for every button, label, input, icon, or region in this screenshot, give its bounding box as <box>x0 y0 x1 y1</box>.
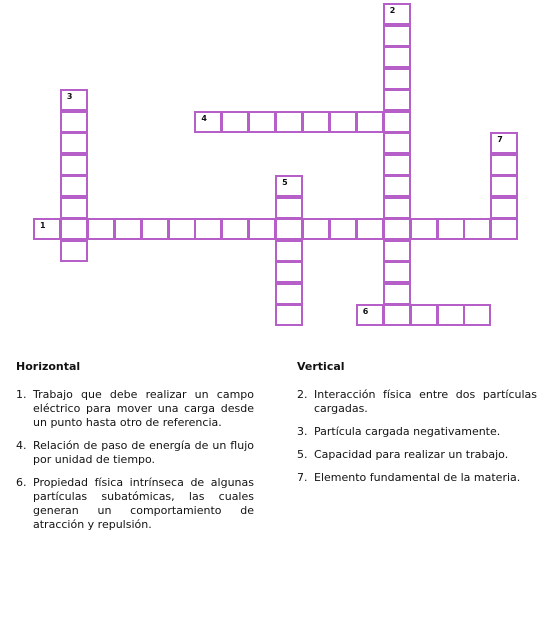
crossword-cell[interactable] <box>141 218 169 240</box>
crossword-cell[interactable] <box>383 89 411 111</box>
clue-text: Elemento fundamental de la materia. <box>314 471 521 484</box>
crossword-cell[interactable] <box>490 154 518 176</box>
crossword-cell[interactable] <box>248 218 276 240</box>
crossword-cell[interactable] <box>437 304 465 326</box>
crossword-cell[interactable] <box>356 218 384 240</box>
crossword-cell[interactable] <box>275 283 303 305</box>
clue-number: 2. <box>297 388 308 401</box>
crossword-cell[interactable] <box>383 111 411 133</box>
crossword-cell[interactable] <box>490 175 518 197</box>
crossword-cell[interactable] <box>383 25 411 47</box>
crossword-cell[interactable] <box>329 218 357 240</box>
crossword-cell[interactable] <box>60 154 88 176</box>
crossword-cell[interactable] <box>60 132 88 154</box>
crossword-cell[interactable] <box>410 218 438 240</box>
crossword-cell[interactable] <box>463 218 491 240</box>
clue-text: Partícula cargada negativamente. <box>314 425 501 438</box>
horizontal-title: Horizontal <box>16 360 81 373</box>
clue-h-4 <box>16 439 254 467</box>
clue-v-7 <box>297 471 537 485</box>
clue-number-label: 6 <box>362 307 369 316</box>
crossword-cell[interactable] <box>194 111 222 133</box>
crossword-cell[interactable] <box>383 68 411 90</box>
horizontal-clues <box>16 360 254 541</box>
crossword-cell[interactable] <box>490 197 518 219</box>
clue-number-label: 4 <box>201 113 207 123</box>
clue-number-label: 7 <box>497 135 503 144</box>
crossword-cell[interactable] <box>437 218 465 240</box>
crossword-cell[interactable] <box>275 175 303 197</box>
clue-v-2 <box>297 388 537 416</box>
clue-text: Propiedad física intrínseca de algunas partículas subatómicas, las cuales generan un comportamiento de atracción y repulsión. <box>33 476 254 531</box>
vertical-title: Vertical <box>297 360 345 373</box>
clue-number: 4. <box>16 439 27 452</box>
clue-h-1 <box>16 388 254 430</box>
clue-number: 1. <box>16 388 27 401</box>
crossword-cell[interactable] <box>383 304 411 326</box>
crossword-cell[interactable] <box>356 304 384 326</box>
crossword-cell[interactable] <box>490 218 518 240</box>
clue-number: 3. <box>297 425 308 438</box>
crossword-cell[interactable] <box>383 261 411 283</box>
crossword-cell[interactable] <box>383 175 411 197</box>
crossword-cell[interactable] <box>60 197 88 219</box>
clue-number: 5. <box>297 448 308 461</box>
crossword-cell[interactable] <box>275 261 303 283</box>
crossword-cell[interactable] <box>383 197 411 219</box>
clue-number: 6. <box>16 476 27 489</box>
clue-number-label: 2 <box>389 6 396 15</box>
crossword-cell[interactable] <box>383 132 411 154</box>
crossword-cell[interactable] <box>33 218 61 240</box>
crossword-cell[interactable] <box>114 218 142 240</box>
crossword-cell[interactable] <box>410 304 438 326</box>
crossword-cell[interactable] <box>302 218 330 240</box>
crossword-cell[interactable] <box>275 304 303 326</box>
crossword-cell[interactable] <box>329 111 357 133</box>
crossword-cell[interactable] <box>383 240 411 262</box>
vertical-clues <box>297 360 537 494</box>
crossword-cell[interactable] <box>221 218 249 240</box>
clue-text: Relación de paso de energía de un flujo por unidad de tiempo. <box>33 439 254 466</box>
crossword-cell[interactable] <box>275 218 303 240</box>
crossword-cell[interactable] <box>168 218 196 240</box>
crossword-cell[interactable] <box>302 111 330 133</box>
crossword-cell[interactable] <box>194 218 222 240</box>
clue-v-3 <box>297 425 537 439</box>
clue-number: 7. <box>297 471 308 484</box>
clue-text: Interacción física entre dos partículas cargadas. <box>314 388 537 415</box>
crossword-cell[interactable] <box>248 111 276 133</box>
crossword-cell[interactable] <box>87 218 115 240</box>
crossword-cell[interactable] <box>383 154 411 176</box>
crossword-cell[interactable] <box>383 3 411 25</box>
clue-number-label: 3 <box>66 92 73 101</box>
crossword-cell[interactable] <box>463 304 491 326</box>
crossword-cell[interactable] <box>275 240 303 262</box>
clue-text: Capacidad para realizar un trabajo. <box>314 448 509 461</box>
crossword-cell[interactable] <box>60 240 88 262</box>
clue-number-label: 1 <box>40 221 46 230</box>
clue-number-label: 5 <box>282 178 288 187</box>
crossword-cell[interactable] <box>275 111 303 133</box>
clue-h-6 <box>16 476 254 532</box>
crossword-cell[interactable] <box>60 175 88 197</box>
crossword-cell[interactable] <box>356 111 384 133</box>
crossword-cell[interactable] <box>60 89 88 111</box>
crossword-cell[interactable] <box>383 46 411 68</box>
crossword-cell[interactable] <box>275 197 303 219</box>
crossword-cell[interactable] <box>383 283 411 305</box>
clue-v-5 <box>297 448 537 462</box>
crossword-cell[interactable] <box>383 218 411 240</box>
clue-text: Trabajo que debe realizar un campo eléctrico para mover una carga desde un punto hasta otro de referencia. <box>33 388 254 429</box>
crossword-cell[interactable] <box>490 132 518 154</box>
crossword-cell[interactable] <box>221 111 249 133</box>
crossword-cell[interactable] <box>60 111 88 133</box>
crossword-cell[interactable] <box>60 218 88 240</box>
